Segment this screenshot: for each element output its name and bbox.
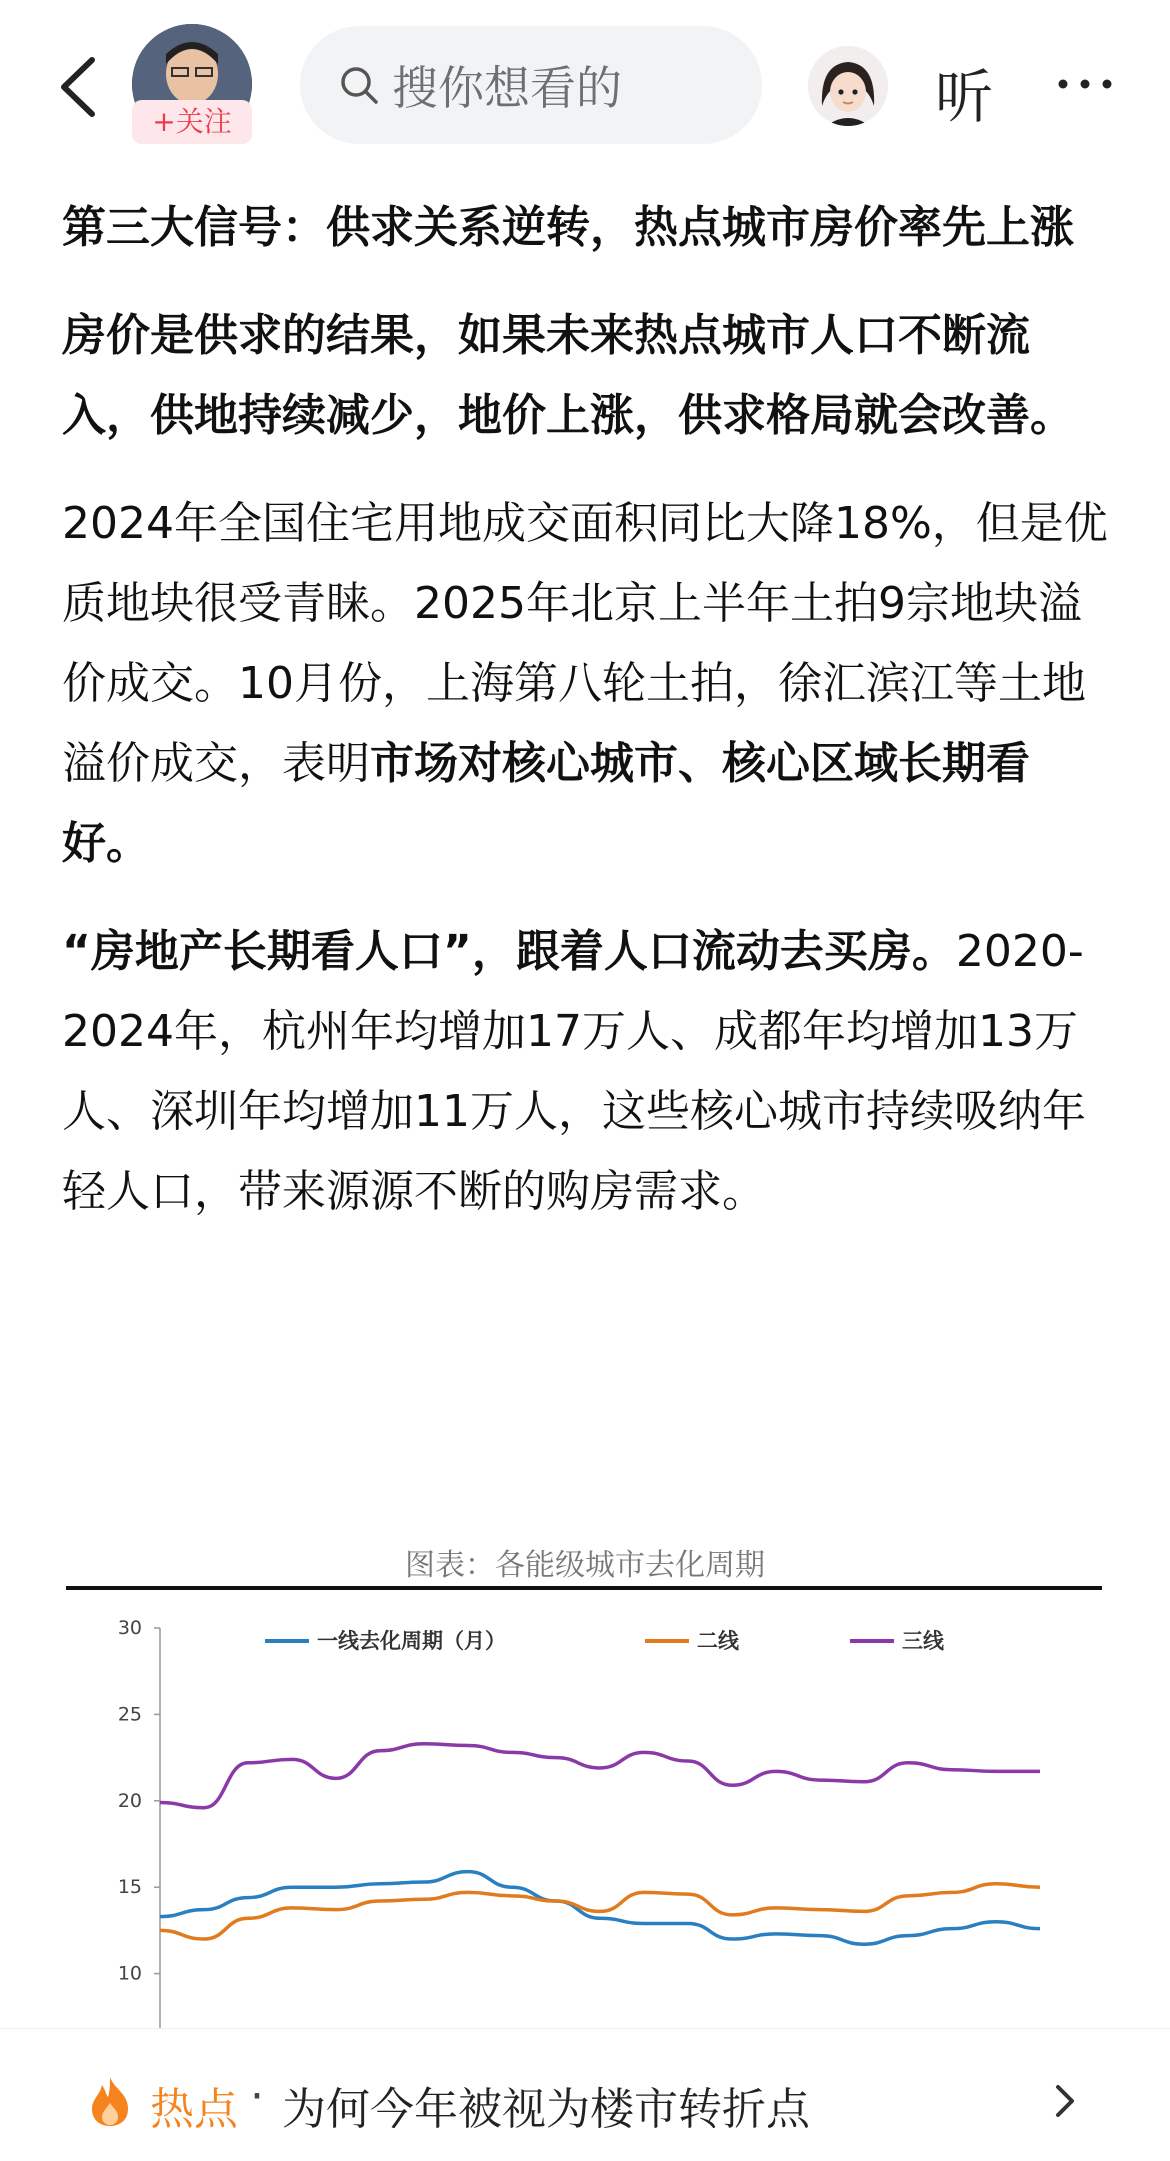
paragraph-population [62,912,1112,1232]
y-tick-label: 20 [117,1789,142,1812]
series-line [160,1744,1040,1808]
article-body [62,188,1112,1260]
chart-plot [60,1540,1110,2030]
follow-button[interactable]: +关注 [132,100,252,144]
paragraph-land-market [62,484,1112,884]
y-tick-label: 25 [117,1703,142,1726]
legend-label: 一线去化周期（月） [317,1629,506,1653]
y-tick-label: 10 [117,1962,142,1985]
assistant-avatar-icon [808,46,888,126]
paragraph-land-market-text: 2024年全国住宅用地成交面积同比大降18%，但是优质地块很受青睐。2025年北京上半年土拍9宗地块溢价成交。10月份，上海第八轮土拍，徐汇滨江等土地溢价成交，表明 [62,498,1108,789]
hot-separator: · [250,2071,264,2122]
hot-topic-bar[interactable] [0,2028,1170,2161]
legend-label: 三线 [902,1629,944,1653]
y-tick-label: 15 [117,1876,142,1899]
paragraph-population-lead: “房地产长期看人口”，跟着人口流动去买房。 [62,926,956,977]
legend-label: 二线 [697,1629,739,1653]
series-line [160,1884,1040,1939]
paragraph-land-market-emphasis: 市场对核心城市、核心区域长期看好。 [62,738,1030,869]
chart-title: 图表：各能级城市去化周期 [405,1548,765,1583]
hot-topic-text[interactable]: 为何今年被视为楼市转折点 [282,2084,810,2135]
author-avatar[interactable] [132,24,252,144]
y-tick-label: 30 [117,1617,142,1639]
search-bar[interactable] [300,26,762,144]
more-icon[interactable] [1055,62,1115,106]
search-placeholder: 搜你想看的 [392,61,622,115]
hot-tag: 热点 [150,2084,238,2135]
paragraph-population-text: 2020-2024年，杭州年均增加17万人、成都年均增加13万人、深圳年均增加11万人，这些核心城市持续吸纳年轻人口，带来源源不断的购房需求。 [62,926,1086,1217]
back-icon[interactable] [52,52,112,122]
flame-icon [88,2075,132,2127]
section-heading: 第三大信号：供求关系逆转，热点城市房价率先上涨 [62,202,1074,253]
listen-button[interactable]: 听 [935,63,994,131]
inventory-cycle-chart [60,1540,1110,2030]
chevron-right-icon[interactable] [1050,2079,1080,2123]
paragraph-supply-demand: 房价是供求的结果，如果未来热点城市人口不断流入，供地持续减少，地价上涨，供求格局就会改善。 [62,310,1074,441]
search-icon [338,64,380,106]
assistant-avatar[interactable] [808,46,888,126]
top-bar [0,0,1170,170]
